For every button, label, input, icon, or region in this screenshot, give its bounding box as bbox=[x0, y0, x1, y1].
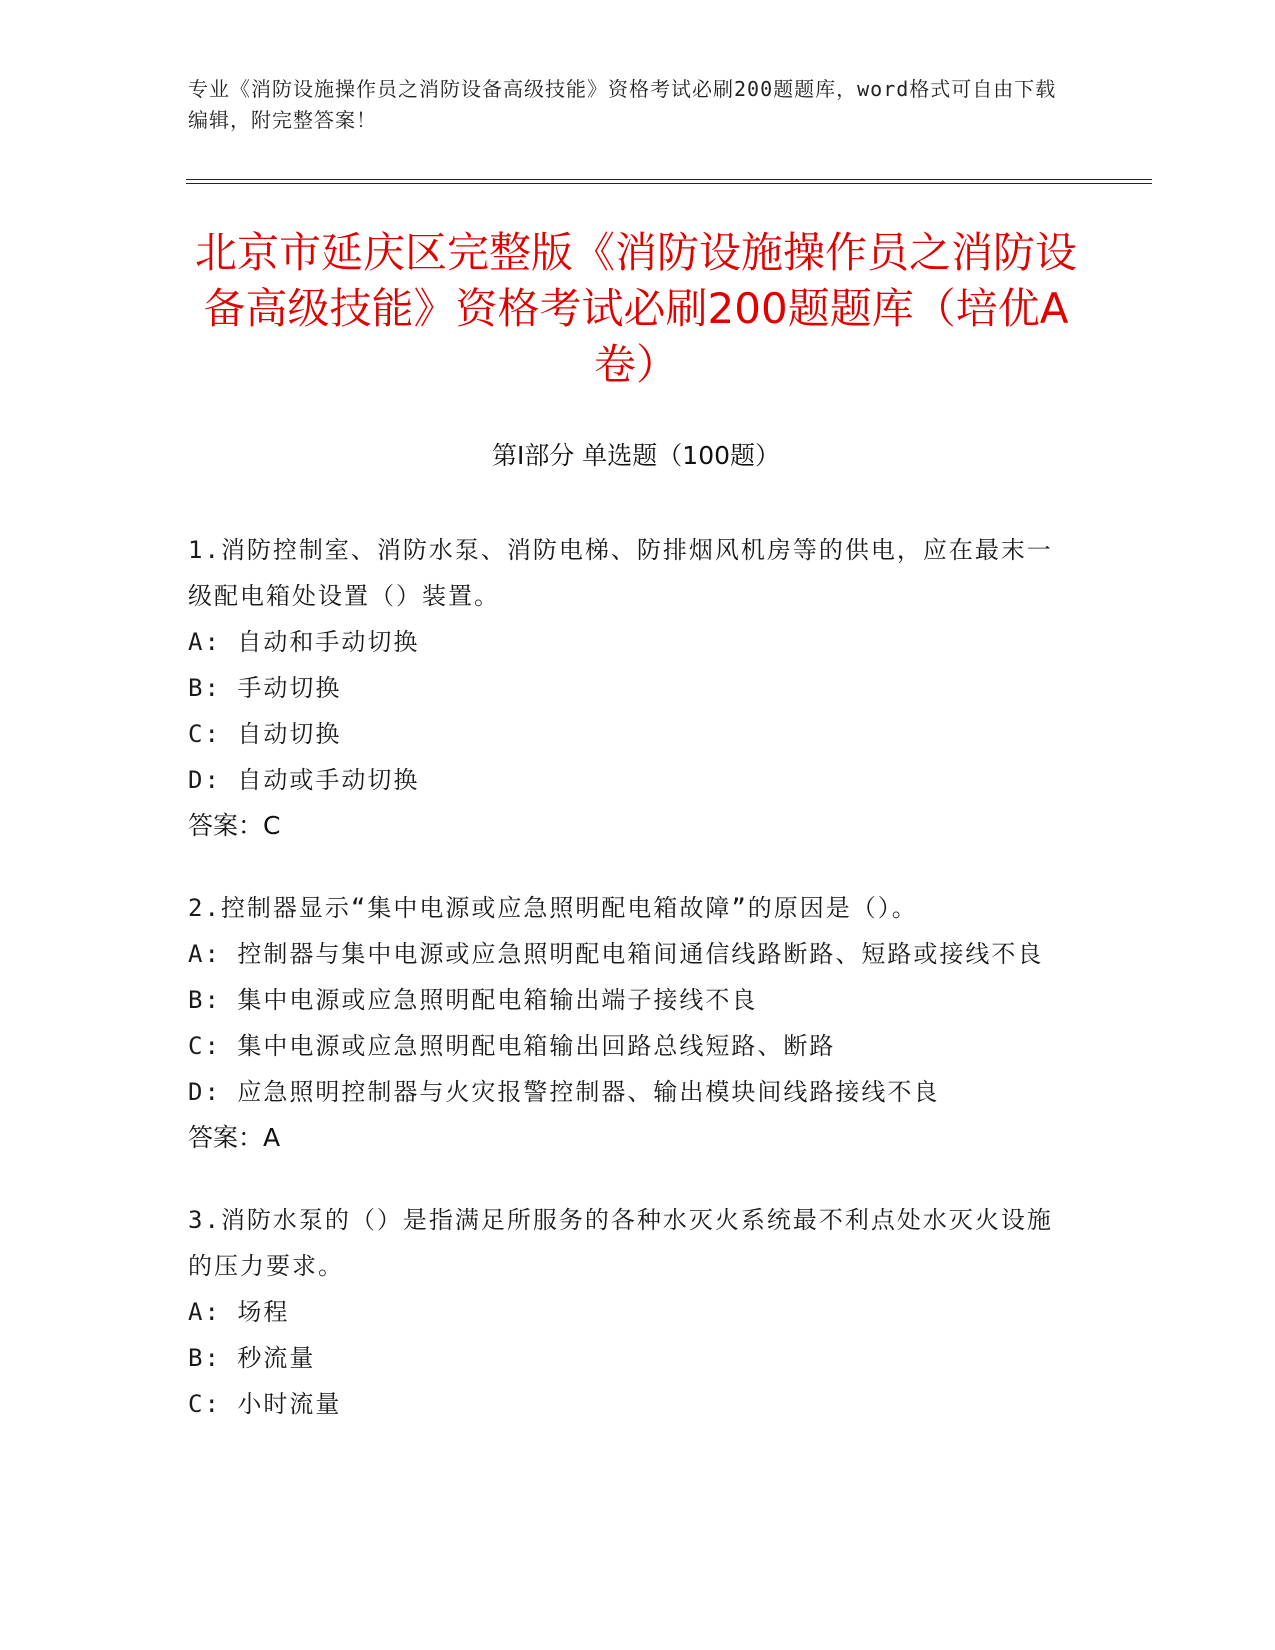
option-d: D: 应急照明控制器与火灾报警控制器、输出模块间线路接线不良 bbox=[188, 1078, 940, 1106]
header-divider-bottom bbox=[186, 183, 1152, 184]
question-stem: 3.消防水泵的（）是指满足所服务的各种水灭火系统最不利点处水灭火设施的压力要求。 bbox=[188, 1206, 1053, 1280]
header-divider-top bbox=[186, 179, 1152, 180]
section-title: 第I部分 单选题（100题） bbox=[491, 441, 781, 470]
option-b: B: 秒流量 bbox=[188, 1344, 316, 1372]
option-a: A: 场程 bbox=[188, 1298, 290, 1326]
question-list bbox=[188, 527, 1068, 1463]
question-stem: 1.消防控制室、消防水泵、消防电梯、防排烟风机房等的供电，应在最末一级配电箱处设置（）装置。 bbox=[188, 536, 1053, 610]
option-c: C: 小时流量 bbox=[188, 1390, 342, 1418]
option-a: A: 控制器与集中电源或应急照明配电箱间通信线路断路、短路或接线不良 bbox=[188, 940, 1044, 968]
option-c: C: 集中电源或应急照明配电箱输出回路总线短路、断路 bbox=[188, 1032, 836, 1060]
answer-line: 答案：C bbox=[188, 811, 281, 840]
answer-line: 答案：A bbox=[188, 1123, 281, 1152]
question-stem: 2.控制器显示“集中电源或应急照明配电箱故障”的原因是（）。 bbox=[188, 894, 918, 922]
header-note: 专业《消防设施操作员之消防设备高级技能》资格考试必刷200题题库，word格式可自由下载编辑，附完整答案！ bbox=[188, 77, 1057, 132]
option-a: A: 自动和手动切换 bbox=[188, 628, 420, 656]
question-1 bbox=[188, 527, 1068, 849]
document-title: 北京市延庆区完整版《消防设施操作员之消防设备高级技能》资格考试必刷200题题库（培优A卷） bbox=[194, 228, 1077, 389]
question-2 bbox=[188, 885, 1068, 1161]
option-b: B: 集中电源或应急照明配电箱输出端子接线不良 bbox=[188, 986, 758, 1014]
option-c: C: 自动切换 bbox=[188, 720, 342, 748]
question-3 bbox=[188, 1197, 1068, 1427]
option-d: D: 自动或手动切换 bbox=[188, 766, 420, 794]
option-b: B: 手动切换 bbox=[188, 674, 342, 702]
